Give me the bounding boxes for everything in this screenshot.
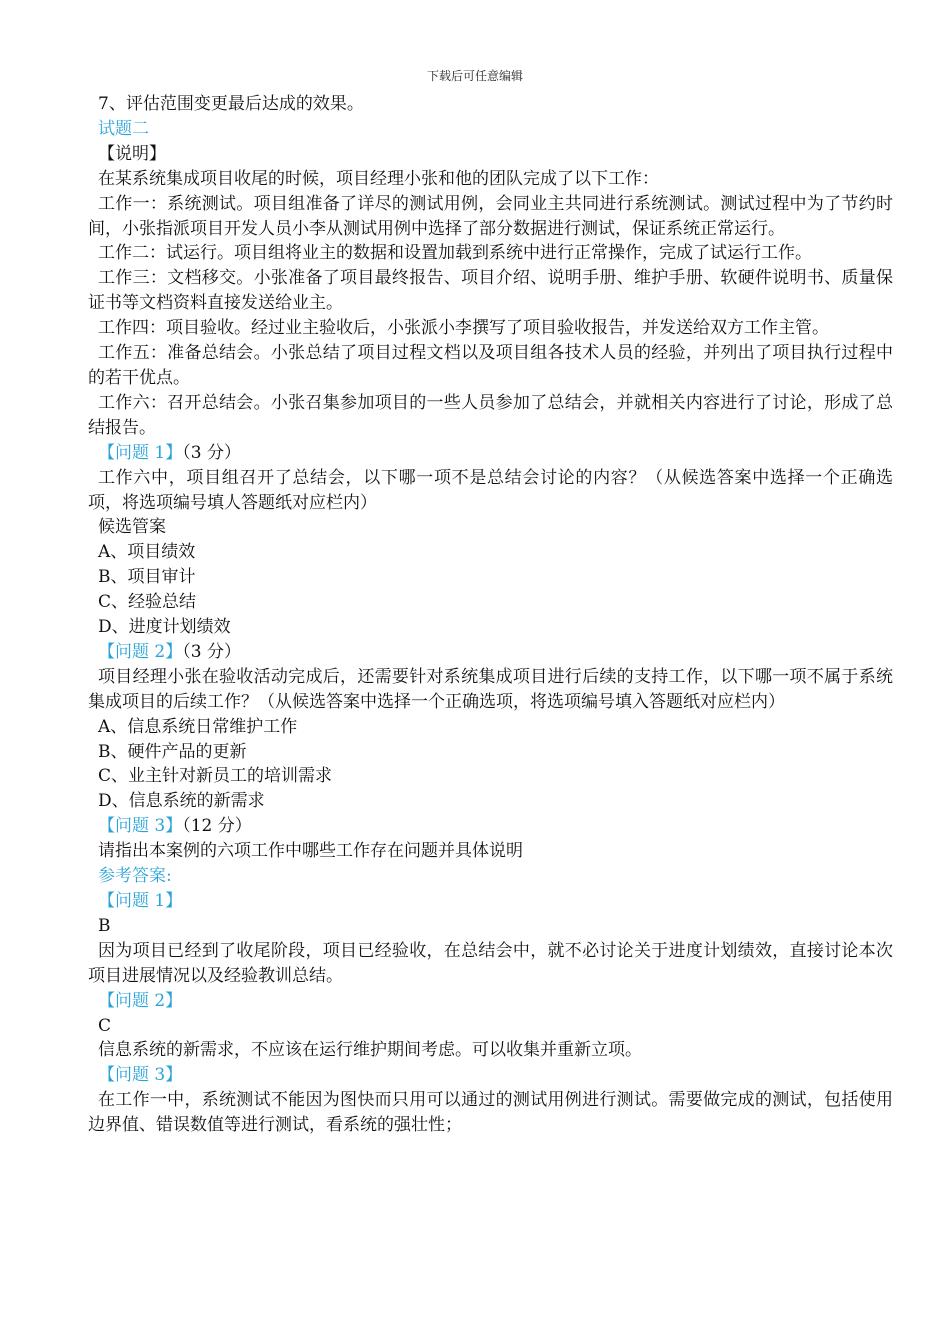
answer-text: 因为项目已经到了收尾阶段，项目已经验收，在总结会中，就不必讨论关于进度计划绩效，直接讨论本次项目进展情况以及经验教训总结。 [88,940,893,986]
answer-choice: C [98,1015,112,1036]
document-body [88,92,893,1138]
question-heading [88,640,893,665]
paragraph: 工作三：文档移交。小张准备了项目最终报告、项目介绍、说明手册、维护手册、软硬件说明书、质量保证书等文档资料直接发送给业主。 [88,268,893,314]
question-label: 【问题 3】 [98,816,183,837]
question-heading [88,814,893,839]
question-label: 【问题 2】 [98,641,183,662]
option-item: A、项目绩效 [98,542,196,563]
answer-label: 【问题 3】 [98,1065,183,1086]
section-label: 【说明】 [98,143,166,164]
question-score: （3 分） [182,442,241,463]
answer-label: 【问题 1】 [98,891,183,911]
paragraph: 工作六：召开总结会。小张召集参加项目的一些人员参加了总结会，并就相关内容进行了讨论，形成了总结报告。 [88,392,893,438]
question-text: 请指出本案例的六项工作中哪些工作存在问题并具体说明 [98,841,523,862]
answer-heading: 参考答案: [98,866,172,887]
question-text: 项目经理小张在验收活动完成后，还需要针对系统集成项目进行后续的支持工作，以下哪一项不属于系统集成项目的后续工作？（从候选答案中选择一个正确选项，将选项编号填入答题纸对应栏内） [88,666,893,712]
answer-choice: B [98,915,111,936]
answer-text: 信息系统的新需求，不应该在运行维护期间考虑。可以收集并重新立项。 [98,1040,642,1061]
section-title: 试题二 [98,118,149,139]
option-item: C、经验总结 [98,592,197,613]
option-item: B、硬件产品的更新 [98,741,247,762]
option-item: D、进度计划绩效 [98,617,231,638]
option-item: B、项目审计 [98,567,196,588]
question-label: 【问题 1】 [98,442,183,463]
question-score: （3 分） [182,641,241,662]
paragraph: 工作二：试运行。项目组将业主的数据和设置加载到系统中进行正常操作，完成了试运行工作。 [98,243,812,264]
paragraph: 候选管案 [98,517,166,538]
paragraph: 工作一：系统测试。项目组准备了详尽的测试用例，会同业主共同进行系统测试。测试过程中为了节约时间，小张指派项目开发人员小李从测试用例中选择了部分数据进行测试，保证系统正常运行。 [88,193,893,239]
question-heading [88,441,893,466]
answer-label: 【问题 2】 [98,990,183,1011]
option-item: C、业主针对新员工的培训需求 [98,766,333,787]
paragraph: 工作五：准备总结会。小张总结了项目过程文档以及项目组各技术人员的经验，并列出了项目执行过程中的若干优点。 [88,343,893,388]
paragraph: 在某系统集成项目收尾的时候，项目经理小张和他的团队完成了以下工作： [98,168,659,189]
paragraph: 工作四：项目验收。经过业主验收后，小张派小李撰写了项目验收报告，并发送给双方工作主管。 [98,318,829,339]
question-text: 工作六中，项目组召开了总结会，以下哪一项不是总结会讨论的内容？（从候选答案中选择一个正确选项，将选项编号填人答题纸对应栏内） [88,467,893,513]
answer-text: 在工作一中，系统测试不能因为图快而只用可以通过的测试用例进行测试。需要做完成的测试，包括使用边界值、错误数值等进行测试，看系统的强壮性； [88,1090,893,1136]
list-item: 7、评估范围变更最后达成的效果。 [98,94,364,114]
option-item: A、信息系统日常维护工作 [98,716,298,737]
option-item: D、信息系统的新需求 [98,791,265,812]
page-header: 下载后可任意编辑 [426,69,523,83]
question-score: （12 分） [182,816,252,837]
